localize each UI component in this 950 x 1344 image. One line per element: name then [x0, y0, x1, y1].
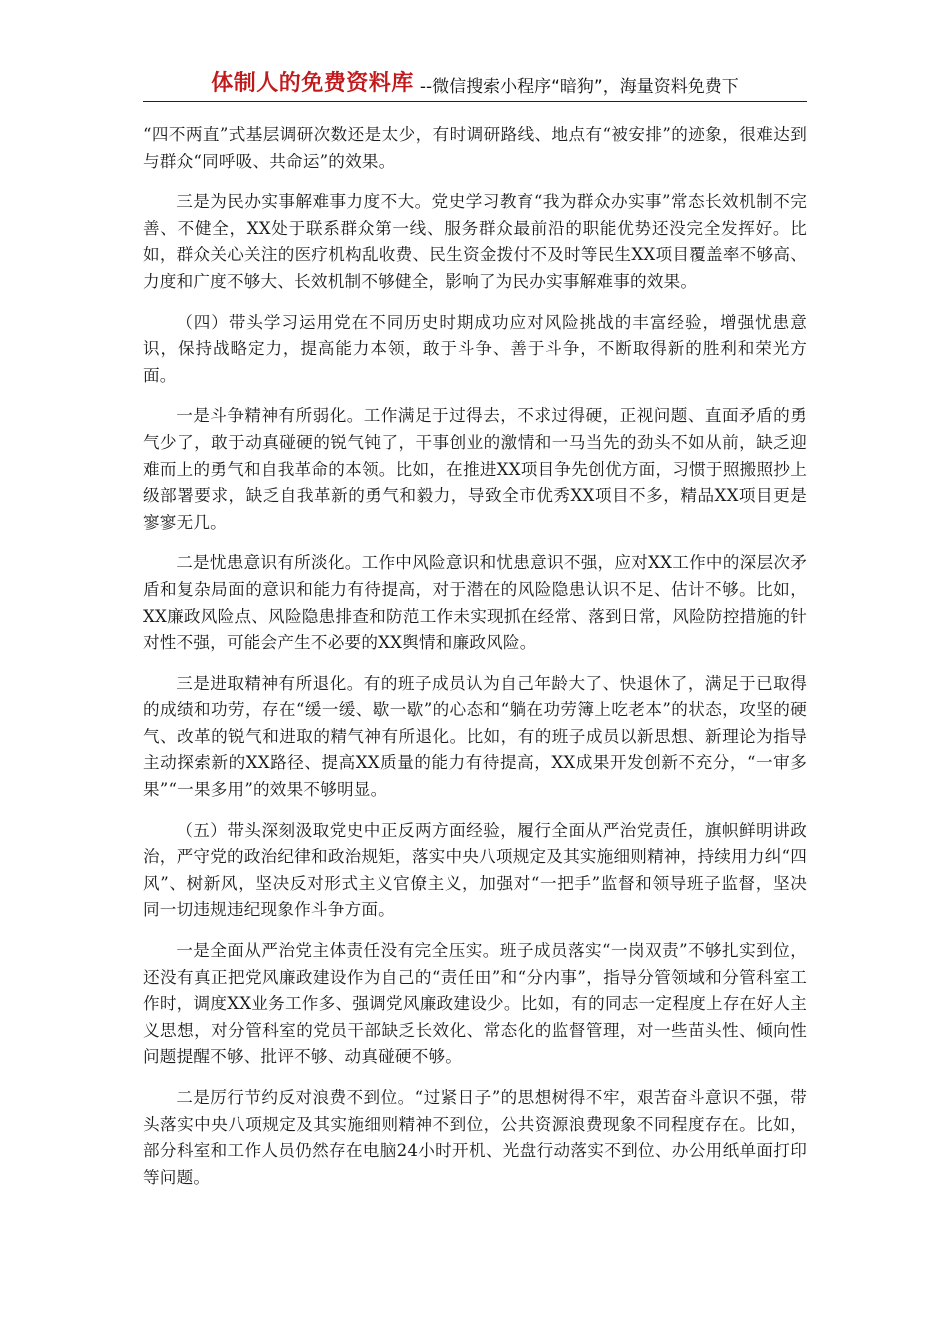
- header-brand: 体制人的免费资料库: [211, 71, 414, 96]
- paragraph: 三是为民办实事解难事力度不大。党史学习教育“我为群众办实事”常态长效机制不完善、不健全，XX处于联系群众第一线、服务群众最前沿的职能优势还没完全发挥好。比如，群众关心关注的医疗机构乱收费、民生资金拨付不及时等民生XX项目覆盖率不够高、力度和广度不够大、长效机制不够健全，影响了为民办实事解难事的效果。: [143, 192, 807, 291]
- document-body: [143, 122, 807, 1205]
- section-heading: （五）带头深刻汲取党史中正反两方面经验，履行全面从严治党责任，旗帜鲜明讲政治，严守党的政治纪律和政治规矩，落实中央八项规定及其实施细则精神，持续用力纠“四风”、树新风，坚决反对形式主义官僚主义，加强对“一把手”监督和领导班子监督，坚决同一切违规违纪现象作斗争方面。: [143, 820, 807, 920]
- paragraph: “四不两直”式基层调研次数还是太少，有时调研路线、地点有“被安排”的迹象，很难达到与群众“同呼吸、共命运”的效果。: [143, 125, 807, 171]
- section-heading: （四）带头学习运用党在不同历史时期成功应对风险挑战的丰富经验，增强忧患意识，保持战略定力，提高能力本领，敢于斗争、善于斗争，不断取得新的胜利和荣光方面。: [143, 312, 807, 385]
- paragraph: 三是进取精神有所退化。有的班子成员认为自己年龄大了、快退休了，满足于已取得的成绩和功劳，存在“缓一缓、歇一歇”的心态和“躺在功劳簿上吃老本”的状态，攻坚的硬气、改革的锐气和进取的精气神有所退化。比如，有的班子成员以新思想、新理论为指导主动探索新的XX路径、提高XX质量的能力有待提高，XX成果开发创新不充分，“一审多果”“一果多用”的效果不够明显。: [143, 673, 807, 800]
- paragraph: 二是忧患意识有所淡化。工作中风险意识和忧患意识不强，应对XX工作中的深层次矛盾和复杂局面的意识和能力有待提高，对于潜在的风险隐患认识不足、估计不够。比如，XX廉政风险点、风险隐患排查和防范工作未实现抓在经常、落到日常，风险防控措施的针对性不强，可能会产生不必要的XX舆情和廉政风险。: [143, 553, 807, 653]
- paragraph: 二是厉行节约反对浪费不到位。“过紧日子”的思想树得不牢，艰苦奋斗意识不强，带头落实中央八项规定及其实施细则精神不到位，公共资源浪费现象不同程度存在。比如，部分科室和工作人员仍然存在电脑24小时开机、光盘行动落实不到位、办公用纸单面打印等问题。: [143, 1088, 807, 1187]
- page-header: [143, 66, 807, 102]
- paragraph: 一是全面从严治党主体责任没有完全压实。班子成员落实“一岗双责”不够扎实到位，还没有真正把党风廉政建设作为自己的“责任田”和“分内事”，指导分管领域和分管科室工作时，调度XX业务工作多、强调党风廉政建设少。比如，有的同志一定程度上存在好人主义思想，对分管科室的党员干部缺乏长效化、常态化的监督管理，对一些苗头性、倾向性问题提醒不够、批评不够、动真碰硬不够。: [143, 941, 807, 1067]
- header-tagline: --微信搜索小程序“暗狗”，海量资料免费下: [419, 77, 739, 97]
- paragraph: 一是斗争精神有所弱化。工作满足于过得去，不求过得硬，正视问题、直面矛盾的勇气少了，敢于动真碰硬的锐气钝了，干事创业的激情和一马当先的劲头不如从前，缺乏迎难而上的勇气和自我革命的本领。比如，在推进XX项目争先创优方面，习惯于照搬照抄上级部署要求，缺乏自我革新的勇气和毅力，导致全市优秀XX项目不多，精品XX项目更是寥寥无几。: [143, 406, 807, 532]
